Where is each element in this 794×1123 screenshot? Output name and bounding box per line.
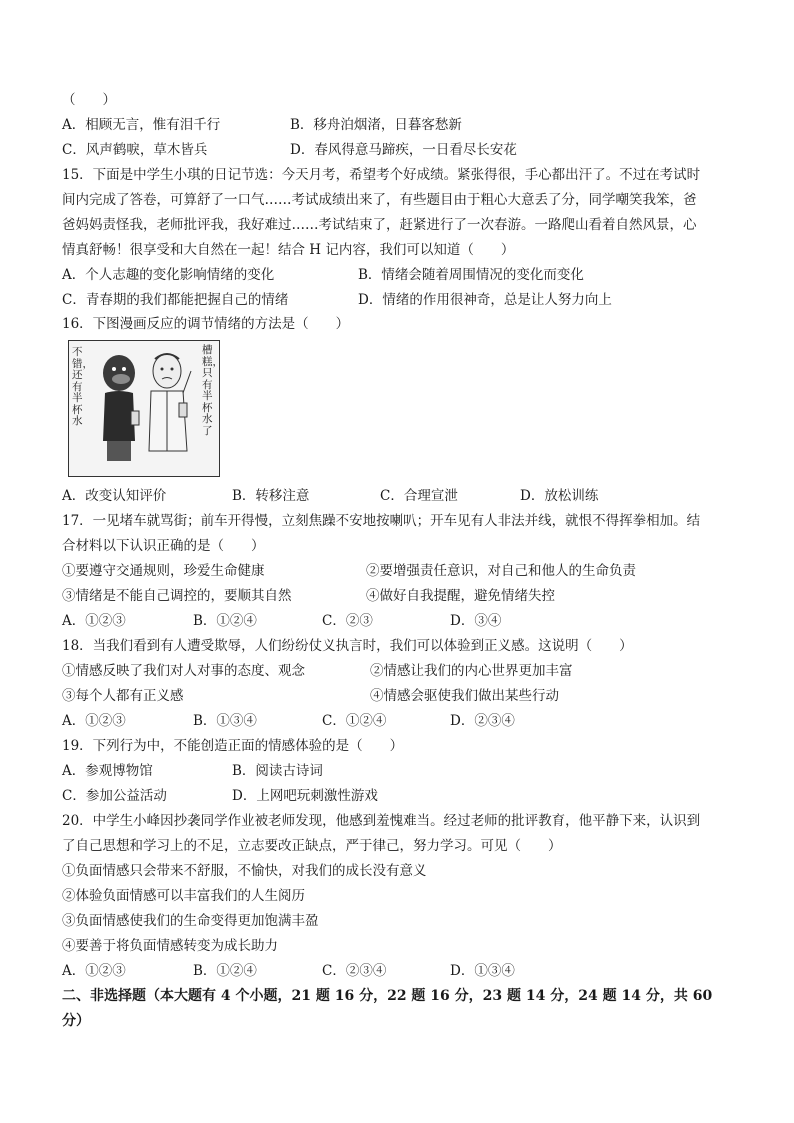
q19-option-c: C．参加公益活动 bbox=[62, 788, 167, 804]
q19-stem: 19．下列行为中，不能创造正面的情感体验的是（ ） bbox=[62, 738, 404, 754]
q14-option-c: C．风声鹤唳，草木皆兵 bbox=[62, 142, 208, 158]
q15-option-b: B．情绪会随着周围情况的变化而变化 bbox=[358, 267, 584, 283]
q17-stem-line: 17．一见堵车就骂街；前车开得慢，立刻焦躁不安地按喇叭；开车见有人非法并线，就恨不得挥拳相加。结 bbox=[62, 513, 701, 529]
q20-statement-2: ②体验负面情感可以丰富我们的人生阅历 bbox=[62, 888, 305, 904]
q17-option-b: B．①②④ bbox=[193, 613, 257, 629]
q19-option-a: A．参观博物馆 bbox=[62, 763, 153, 779]
q20-statement-3: ③负面情感使我们的生命变得更加饱满丰盈 bbox=[62, 913, 319, 929]
q20-option-c: C．②③④ bbox=[322, 963, 387, 979]
q17-option-a: A．①②③ bbox=[62, 613, 126, 629]
q15-option-d: D．情绪的作用很神奇，总是让人努力向上 bbox=[358, 292, 612, 308]
q19-option-b: B．阅读古诗词 bbox=[232, 763, 323, 779]
q15-stem-line: 间内完成了答卷，可算舒了一口气……考试成绩出来了，有些题目由于粗心大意丢了分，同学嘲笑我笨，爸 bbox=[62, 192, 697, 208]
q18-stem: 18．当我们看到有人遭受欺辱，人们纷纷仗义执言时，我们可以体验到正义感。这说明（ ） bbox=[62, 638, 633, 654]
q20-statement-1: ①负面情感只会带来不舒服，不愉快，对我们的成长没有意义 bbox=[62, 863, 427, 879]
q14-option-b: B．移舟泊烟渚，日暮客愁新 bbox=[290, 117, 462, 133]
q20-stem-line: 了自己思想和学习上的不足，立志要改正缺点，严于律己，努力学习。可见（ ） bbox=[62, 838, 562, 854]
optimist-figure bbox=[103, 355, 139, 461]
q15-option-a: A．个人志趣的变化影响情绪的变化 bbox=[62, 267, 275, 283]
q16-stem: 16．下图漫画反应的调节情绪的方法是（ ） bbox=[62, 316, 350, 332]
q17-statement-4: ④做好自我提醒，避免情绪失控 bbox=[366, 588, 555, 604]
q16-option-c: C．合理宣泄 bbox=[380, 488, 458, 504]
cartoon-right-caption: 槽糕，只有半杯水了 bbox=[202, 344, 223, 437]
q20-option-a: A．①②③ bbox=[62, 963, 126, 979]
cartoon-left-caption: 不错，还有半杯水 bbox=[72, 346, 93, 427]
q18-option-b: B．①③④ bbox=[193, 713, 257, 729]
q18-statement-1: ①情感反映了我们对人对事的态度、观念 bbox=[62, 663, 305, 679]
q18-statement-3: ③每个人都有正义感 bbox=[62, 688, 184, 704]
q19-option-d: D．上网吧玩刺激性游戏 bbox=[232, 788, 378, 804]
pessimist-figure bbox=[149, 354, 191, 451]
q15-option-c: C．青春期的我们都能把握自己的情绪 bbox=[62, 292, 289, 308]
section2-heading: 二、非选择题（本大题有 4 个小题，21 题 16 分，22 题 16 分，23 题 14 分，24 题 14 分，共 60 bbox=[62, 988, 713, 1004]
q16-option-b: B．转移注意 bbox=[232, 488, 310, 504]
q17-statement-3: ③情绪是不能自己调控的，要顺其自然 bbox=[62, 588, 292, 604]
section2-heading-cont: 分） bbox=[62, 1013, 90, 1029]
q17-stem-line: 合材料以下认识正确的是（ ） bbox=[62, 538, 265, 554]
q15-stem-line: 15．下面是中学生小琪的日记节选：今天月考，希望考个好成绩。紧张得很，手心都出汗了。不过在考试时 bbox=[62, 167, 701, 183]
q15-stem-line: 爸妈妈责怪我，老师批评我，我好难过……考试结束了，赶紧进行了一次春游。一路爬山看着自然风景，心 bbox=[62, 217, 697, 233]
q17-statement-1: ①要遵守交通规则，珍爱生命健康 bbox=[62, 563, 265, 579]
q20-stem-line: 20．中学生小峰因抄袭同学作业被老师发现，他感到羞愧难当。经过老师的批评教育，他平静下来，认识到 bbox=[62, 813, 701, 829]
q16-cartoon bbox=[68, 340, 223, 477]
q16-option-d: D．放松训练 bbox=[520, 488, 599, 504]
q15-stem-line: 情真舒畅！很享受和大自然在一起！结合 H 记内容，我们可以知道（ ） bbox=[62, 242, 515, 258]
q18-option-d: D．②③④ bbox=[450, 713, 515, 729]
q18-statement-2: ②情感让我们的内心世界更加丰富 bbox=[370, 663, 573, 679]
q14-option-a: A．相顾无言，惟有泪千行 bbox=[62, 117, 221, 133]
q18-option-a: A．①②③ bbox=[62, 713, 126, 729]
q20-option-d: D．①③④ bbox=[450, 963, 515, 979]
q16-option-a: A．改变认知评价 bbox=[62, 488, 167, 504]
q14-paren: （ ） bbox=[62, 92, 116, 108]
q20-statement-4: ④要善于将负面情感转变为成长助力 bbox=[62, 938, 278, 954]
q18-statement-4: ④情感会驱使我们做出某些行动 bbox=[370, 688, 559, 704]
q17-option-d: D．③④ bbox=[450, 613, 502, 629]
q17-option-c: C．②③ bbox=[322, 613, 373, 629]
q20-option-b: B．①②④ bbox=[193, 963, 257, 979]
q18-option-c: C．①②④ bbox=[322, 713, 387, 729]
q17-statement-2: ②要增强责任意识，对自己和他人的生命负责 bbox=[366, 563, 636, 579]
q14-option-d: D．春风得意马蹄疾，一日看尽长安花 bbox=[290, 142, 517, 158]
